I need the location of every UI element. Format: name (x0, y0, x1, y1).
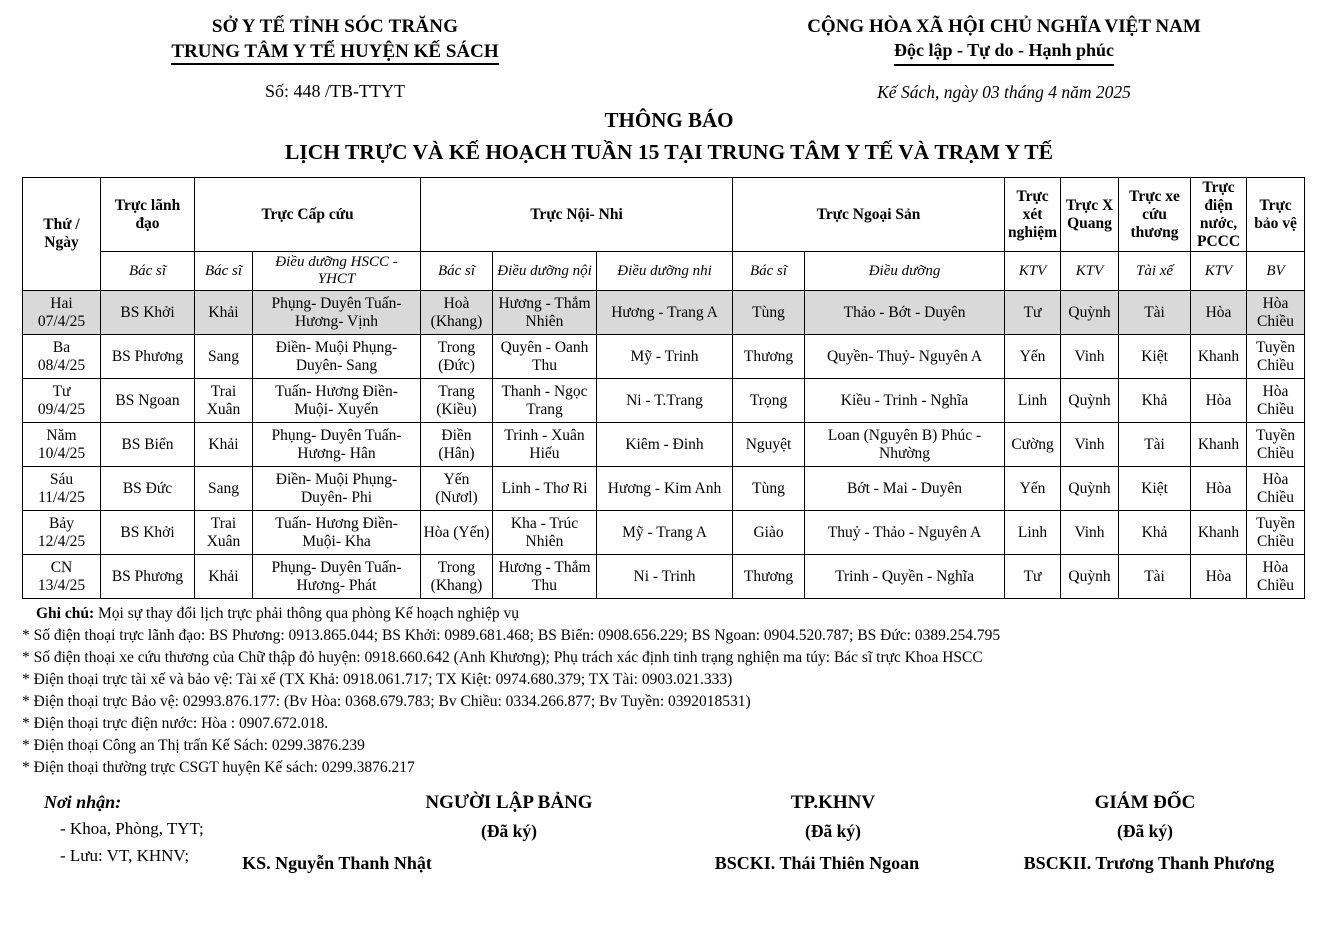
day-name: Tư (52, 383, 71, 400)
schedule-table-wrap (22, 177, 1316, 599)
table-row (23, 423, 1305, 467)
cell-internal-doctor: Hòa (Yến) (421, 511, 493, 555)
note-line: * Điện thoại thường trực CSGT huyện Kế sách: 0299.3876.217 (22, 759, 415, 777)
cell-emergency-doctor: Trai Xuân (195, 379, 253, 423)
cell-lead-doctor: BS Khởi (101, 291, 195, 335)
letterhead-left (0, 14, 670, 104)
cell-lead-doctor: BS Ngoan (101, 379, 195, 423)
day-name: Năm (46, 427, 77, 444)
header-lab: Trực xét nghiệm (1005, 178, 1061, 252)
signature-signed-mark: (Đã ký) (805, 820, 861, 841)
signer-name-preparer: KS. Nguyễn Thanh Nhật (242, 853, 432, 873)
cell-surgery-doctor: Trọng (733, 379, 805, 423)
cell-surgery-nurse: Thảo - Bớt - Duyên (805, 291, 1005, 335)
cell-emergency-doctor: Khải (195, 423, 253, 467)
cell-internal-doctor: Điền (Hân) (421, 423, 493, 467)
cell-internal-nurse: Hương - Thắm Nhiên (493, 291, 597, 335)
cell-lab-tech: Cường (1005, 423, 1061, 467)
subheader-utilities-role: KTV (1191, 252, 1247, 291)
note-label-text: Mọi sự thay đổi lịch trực phải thông qua phòng Kế hoạch nghiệp vụ (94, 605, 520, 623)
note-lines (22, 625, 1316, 779)
cell-day-date (23, 511, 101, 555)
header-emergency: Trực Cấp cứu (195, 178, 421, 252)
subheader-emergency-nurse: Điều dưỡng HSCC - YHCT (253, 252, 421, 291)
header-utilities: Trực điện nước, PCCC (1191, 178, 1247, 252)
header-internal-pediatrics: Trực Nội- Nhi (421, 178, 733, 252)
cell-internal-doctor: Trong (Đức) (421, 335, 493, 379)
signature-names-row (22, 853, 1316, 874)
day-date: 08/4/25 (37, 356, 86, 374)
header-leadership: Trực lãnh đạo (101, 178, 195, 252)
cell-utilities-tech: Khanh (1191, 423, 1247, 467)
cell-pediatric-nurse: Mỹ - Trang A (597, 511, 733, 555)
cell-surgery-nurse: Bớt - Mai - Duyên (805, 467, 1005, 511)
cell-ambulance-driver: Tài (1119, 423, 1191, 467)
signature-title: TP.KHNV (790, 792, 876, 814)
day-date: 10/4/25 (37, 444, 86, 462)
day-name: Hai (50, 295, 73, 312)
note-line: * Số điện thoại xe cứu thương của Chữ thập đỏ huyện: 0918.660.642 (Anh Khương); Phụ trách xác định tinh trạng nghiện ma túy: Bác sĩ trực Khoa HSCC (22, 649, 983, 667)
cell-surgery-nurse: Thuỷ - Thảo - Nguyên A (805, 511, 1005, 555)
header-row-roles (23, 252, 1305, 291)
cell-xray-tech: Vinh (1061, 511, 1119, 555)
cell-security-guard: Hòa Chiều (1247, 291, 1305, 335)
note-label: Ghi chú: (36, 605, 95, 623)
cell-xray-tech: Vinh (1061, 335, 1119, 379)
cell-internal-nurse: Linh - Thơ Ri (493, 467, 597, 511)
cell-emergency-doctor: Sang (195, 467, 253, 511)
cell-ambulance-driver: Kiệt (1119, 335, 1191, 379)
day-name: Ba (52, 339, 71, 356)
cell-internal-nurse: Trinh - Xuân Hiếu (493, 423, 597, 467)
cell-security-guard: Hòa Chiều (1247, 467, 1305, 511)
subheader-ambulance-role: Tài xế (1119, 252, 1191, 291)
cell-pediatric-nurse: Mỹ - Trinh (597, 335, 733, 379)
cell-surgery-doctor: Tùng (733, 467, 805, 511)
cell-day-date (23, 379, 101, 423)
table-row (23, 379, 1305, 423)
signature-signed-mark: (Đã ký) (1117, 820, 1173, 841)
cell-day-date (23, 555, 101, 599)
cell-internal-doctor: Hoà (Khang) (421, 291, 493, 335)
issuing-center (171, 39, 498, 64)
table-row (23, 467, 1305, 511)
subheader-lab-role: KTV (1005, 252, 1061, 291)
note-line: * Số điện thoại trực lãnh đạo: BS Phương: 0913.865.044; BS Khởi: 0989.681.468; BS Biển: 0908.656.229; BS Ngoan: 0904.520.787; BS Đức: 0389.254.795 (22, 627, 1001, 645)
cell-ambulance-driver: Tài (1119, 555, 1191, 599)
cell-surgery-nurse: Kiều - Trinh - Nghĩa (805, 379, 1005, 423)
subheader-xray-role: KTV (1061, 252, 1119, 291)
duty-schedule-table (22, 177, 1305, 599)
cell-lead-doctor: BS Phương (101, 335, 195, 379)
cell-utilities-tech: Hòa (1191, 467, 1247, 511)
cell-surgery-doctor: Thương (733, 335, 805, 379)
cell-lab-tech: Linh (1005, 379, 1061, 423)
note-heading (22, 603, 1316, 625)
cell-lab-tech: Tư (1005, 555, 1061, 599)
place-and-date: Kế Sách, ngày 03 tháng 4 năm 2025 (877, 81, 1131, 102)
header-ambulance: Trực xe cứu thương (1119, 178, 1191, 252)
header-day: Thứ / Ngày (23, 178, 101, 291)
document-number: Số: 448 /TB-TTYT (265, 81, 405, 102)
cell-day-date (23, 291, 101, 335)
cell-emergency-doctor: Sang (195, 335, 253, 379)
signature-title: GIÁM ĐỐC (1094, 792, 1196, 814)
recipient-item: - Khoa, Phòng, TYT; (60, 819, 204, 839)
day-name: Bảy (49, 515, 74, 532)
header-security: Trực bảo vệ (1247, 178, 1305, 252)
note-line: * Điện thoại Công an Thị trấn Kế Sách: 0299.3876.239 (22, 737, 365, 755)
cell-emergency-nurse: Phụng- Duyên Tuấn- Hương- Phát (253, 555, 421, 599)
cell-emergency-nurse: Phụng- Duyên Tuấn- Hương- Hân (253, 423, 421, 467)
day-date: 07/4/25 (37, 312, 86, 330)
national-title: CỘNG HÒA XÃ HỘI CHỦ NGHĨA VIỆT NAM (807, 16, 1201, 37)
cell-day-date (23, 423, 101, 467)
signature-title: NGƯỜI LẬP BẢNG (425, 792, 593, 814)
recipient-item: - Lưu: VT, KHNV; (60, 845, 190, 865)
cell-surgery-nurse: Loan (Nguyên B) Phúc - Nhường (805, 423, 1005, 467)
cell-emergency-doctor: Khải (195, 555, 253, 599)
cell-emergency-nurse: Tuấn- Hương Điền- Muội- Xuyến (253, 379, 421, 423)
cell-xray-tech: Quỳnh (1061, 555, 1119, 599)
cell-surgery-nurse: Quyền- Thuỷ- Nguyên A (805, 335, 1005, 379)
subheader-emergency-doctor: Bác sĩ (195, 252, 253, 291)
cell-pediatric-nurse: Hương - Kim Anh (597, 467, 733, 511)
cell-internal-doctor: Trang (Kiều) (421, 379, 493, 423)
day-date: 13/4/25 (37, 576, 86, 594)
cell-utilities-tech: Hòa (1191, 379, 1247, 423)
table-row (23, 291, 1305, 335)
cell-day-date (23, 335, 101, 379)
cell-pediatric-nurse: Ni - Trinh (597, 555, 733, 599)
recipients-title: Nơi nhận: (44, 792, 122, 813)
cell-utilities-tech: Khanh (1191, 335, 1247, 379)
cell-lead-doctor: BS Phương (101, 555, 195, 599)
cell-emergency-nurse: Tuấn- Hương Điền- Muội- Kha (253, 511, 421, 555)
cell-internal-doctor: Trong (Khang) (421, 555, 493, 599)
table-row (23, 555, 1305, 599)
cell-security-guard: Tuyền Chiều (1247, 423, 1305, 467)
cell-ambulance-driver: Khả (1119, 379, 1191, 423)
note-line: * Điện thoại trực Bảo vệ: 02993.876.177: (Bv Hòa: 0368.679.783; Bv Chiều: 0334.266.877; Bv Tuyền: 0392018531) (22, 693, 751, 711)
subheader-internal-doctor: Bác sĩ (421, 252, 493, 291)
cell-ambulance-driver: Kiệt (1119, 467, 1191, 511)
issuing-authority: SỞ Y TẾ TỈNH SÓC TRĂNG (211, 16, 459, 37)
cell-internal-nurse: Thanh - Ngọc Trang (493, 379, 597, 423)
cell-pediatric-nurse: Hương - Trang A (597, 291, 733, 335)
day-name: CN (50, 559, 73, 576)
cell-utilities-tech: Hòa (1191, 555, 1247, 599)
day-date: 09/4/25 (37, 400, 86, 418)
header-row-groups (23, 178, 1305, 252)
cell-security-guard: Tuyền Chiều (1247, 335, 1305, 379)
day-date: 12/4/25 (37, 532, 86, 550)
cell-emergency-nurse: Điền- Muội Phụng- Duyên- Sang (253, 335, 421, 379)
cell-xray-tech: Vinh (1061, 423, 1119, 467)
cell-utilities-tech: Khanh (1191, 511, 1247, 555)
cell-day-date (23, 467, 101, 511)
letterhead (0, 0, 1338, 104)
signer-name-director: BSCKII. Trương Thanh Phương (1023, 853, 1275, 873)
cell-internal-nurse: Quyên - Oanh Thu (493, 335, 597, 379)
issuing-center-text: TRUNG TÂM Y TẾ HUYỆN KẾ SÁCH (171, 41, 498, 65)
national-motto: Độc lập - Tự do - Hạnh phúc (894, 39, 1114, 66)
cell-surgery-nurse: Trinh - Quyền - Nghĩa (805, 555, 1005, 599)
header-surgery-obstetrics: Trực Ngoại Sản (733, 178, 1005, 252)
subheader-internal-nurse: Điều dưỡng nội (493, 252, 597, 291)
cell-utilities-tech: Hòa (1191, 291, 1247, 335)
subheader-surgery-nurse: Điều dưỡng (805, 252, 1005, 291)
cell-emergency-doctor: Khải (195, 291, 253, 335)
cell-internal-nurse: Kha - Trúc Nhiên (493, 511, 597, 555)
cell-surgery-doctor: Giào (733, 511, 805, 555)
cell-xray-tech: Quỳnh (1061, 291, 1119, 335)
cell-emergency-nurse: Điền- Muội Phụng- Duyên- Phi (253, 467, 421, 511)
header-xray: Trực X Quang (1061, 178, 1119, 252)
cell-ambulance-driver: Tài (1119, 291, 1191, 335)
cell-emergency-nurse: Phụng- Duyên Tuấn- Hương- Vịnh (253, 291, 421, 335)
cell-lead-doctor: BS Khởi (101, 511, 195, 555)
signer-name-khnv: BSCKI. Thái Thiên Ngoan (714, 853, 920, 873)
table-body (23, 291, 1305, 599)
cell-emergency-doctor: Trai Xuân (195, 511, 253, 555)
cell-xray-tech: Quỳnh (1061, 379, 1119, 423)
note-line: * Điện thoại trực tài xế và bảo vệ: Tài xế (TX Khả: 0918.061.717; TX Kiệt: 0974.680.379; TX Tài: 0903.021.333) (22, 671, 733, 689)
day-name: Sáu (49, 471, 74, 488)
cell-pediatric-nurse: Ni - T.Trang (597, 379, 733, 423)
subheader-security-role: BV (1247, 252, 1305, 291)
cell-internal-nurse: Hương - Thắm Thu (493, 555, 597, 599)
cell-lead-doctor: BS Đức (101, 467, 195, 511)
table-row (23, 335, 1305, 379)
table-row (23, 511, 1305, 555)
note-line: * Điện thoại trực điện nước: Hòa : 0907.672.018. (22, 715, 329, 733)
cell-pediatric-nurse: Kiêm - Đinh (597, 423, 733, 467)
cell-xray-tech: Quỳnh (1061, 467, 1119, 511)
subheader-lead-doctor: Bác sĩ (101, 252, 195, 291)
page-subtitle: LỊCH TRỰC VÀ KẾ HOẠCH TUẦN 15 TẠI TRUNG TÂM Y TẾ VÀ TRẠM Y TẾ (285, 139, 1053, 164)
cell-security-guard: Tuyền Chiều (1247, 511, 1305, 555)
letterhead-right (670, 14, 1338, 104)
cell-internal-doctor: Yến (Nươl) (421, 467, 493, 511)
notes-section (22, 603, 1316, 779)
cell-lab-tech: Yến (1005, 335, 1061, 379)
cell-security-guard: Hòa Chiều (1247, 555, 1305, 599)
cell-surgery-doctor: Thương (733, 555, 805, 599)
subheader-pediatric-nurse: Điều dưỡng nhi (597, 252, 733, 291)
cell-ambulance-driver: Khả (1119, 511, 1191, 555)
cell-surgery-doctor: Nguyệt (733, 423, 805, 467)
cell-lead-doctor: BS Biển (101, 423, 195, 467)
cell-lab-tech: Tư (1005, 291, 1061, 335)
subheader-surgery-doctor: Bác sĩ (733, 252, 805, 291)
cell-surgery-doctor: Tùng (733, 291, 805, 335)
signature-signed-mark: (Đã ký) (481, 820, 537, 841)
table-head (23, 178, 1305, 291)
cell-lab-tech: Linh (1005, 511, 1061, 555)
day-date: 11/4/25 (38, 488, 85, 506)
cell-security-guard: Hòa Chiều (1247, 379, 1305, 423)
page-title: THÔNG BÁO (604, 107, 734, 132)
title-block (0, 106, 1338, 167)
cell-lab-tech: Yến (1005, 467, 1061, 511)
